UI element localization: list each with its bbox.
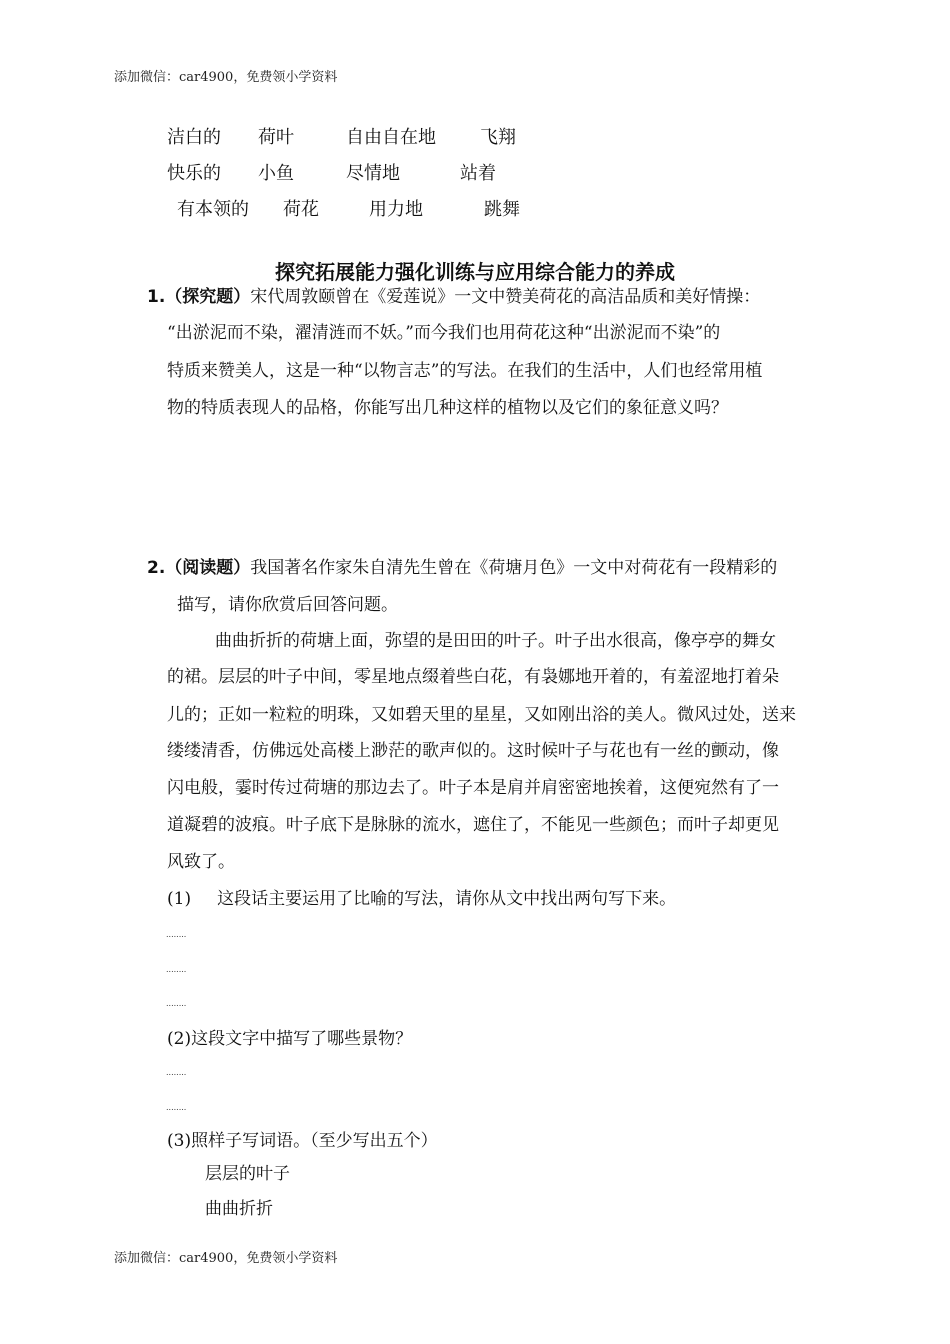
example-word: 曲曲折折 xyxy=(205,1199,273,1219)
passage-line: 缕缕清香，仿佛远处高楼上渺茫的歌声似的。这时候叶子与花也有一丝的颤动，像 xyxy=(167,741,779,761)
question-text: 我国著名作家朱自清先生曾在《荷塘月色》一文中对荷花有一段精彩的 xyxy=(250,558,778,578)
table-cell: 飞翔 xyxy=(480,127,516,148)
question-number: 2. xyxy=(147,558,166,578)
table-cell: 用力地 xyxy=(369,199,423,220)
question-text: 描写，请你欣赏后回答问题。 xyxy=(177,595,398,615)
table-cell: 有本领的 xyxy=(177,199,249,220)
sub-question-text: 这段话主要运用了比喻的写法，请你从文中找出两句写下来。 xyxy=(217,889,677,909)
passage-line: 曲曲折折的荷塘上面，弥望的是田田的叶子。叶子出水很高，像亭亭的舞女 xyxy=(215,631,776,651)
table-cell: 荷花 xyxy=(283,199,319,220)
question-text: 宋代周敦颐曾在《爱莲说》一文中赞美荷花的高洁品质和美好情操： xyxy=(250,287,761,307)
question-tag: （阅读题） xyxy=(165,558,251,578)
passage-line: 儿的；正如一粒粒的明珠，又如碧天里的星星，又如刚出浴的美人。微风过处，送来 xyxy=(167,705,796,725)
sub-question-3: (3)照样子写词语。（至少写出五个） xyxy=(167,1131,438,1151)
question-text: “出淤泥而不染，濯清涟而不妖。”而今我们也用荷花这种“出淤泥而不染”的 xyxy=(167,323,721,343)
answer-line[interactable]: ........ xyxy=(166,1103,187,1112)
section-title: 探究拓展能力强化训练与应用综合能力的养成 xyxy=(275,260,675,284)
sub-question-label: (1) xyxy=(167,889,192,909)
answer-line[interactable]: ........ xyxy=(166,930,187,939)
table-cell: 快乐的 xyxy=(167,163,221,184)
table-cell: 跳舞 xyxy=(484,199,520,220)
answer-line[interactable]: ........ xyxy=(166,1068,187,1077)
question-text: 特质来赞美人，这是一种“以物言志”的写法。在我们的生活中，人们也经常用植 xyxy=(167,361,763,381)
passage-line: 的裙。层层的叶子中间，零星地点缀着些白花，有袅娜地开着的，有羞涩地打着朵 xyxy=(167,667,779,687)
table-cell: 自由自在地 xyxy=(346,127,436,148)
table-cell: 尽情地 xyxy=(346,163,400,184)
table-cell: 站着 xyxy=(460,163,496,184)
sub-question-1 xyxy=(167,884,676,909)
table-cell: 荷叶 xyxy=(258,127,294,148)
table-cell: 小鱼 xyxy=(258,163,294,184)
passage-line: 风致了。 xyxy=(167,852,235,872)
question-text: 物的特质表现人的品格，你能写出几种这样的植物以及它们的象征意义吗？ xyxy=(167,398,728,418)
table-cell: 洁白的 xyxy=(167,127,221,148)
page-footer: 添加微信：car4900，免费领小学资料 xyxy=(114,1251,338,1266)
sub-question-2: (2)这段文字中描写了哪些景物？ xyxy=(167,1029,413,1049)
passage-line: 闪电般，霎时传过荷塘的那边去了。叶子本是肩并肩密密地挨着，这便宛然有了一 xyxy=(167,778,779,798)
question-number: 1. xyxy=(147,287,166,307)
example-word: 层层的叶子 xyxy=(205,1164,290,1184)
answer-line[interactable]: ........ xyxy=(166,965,187,974)
page-header: 添加微信：car4900，免费领小学资料 xyxy=(114,70,338,85)
question-tag: （探究题） xyxy=(165,287,251,307)
answer-line[interactable]: ........ xyxy=(166,999,187,1008)
passage-line: 道凝碧的波痕。叶子底下是脉脉的流水，遮住了，不能见一些颜色；而叶子却更见 xyxy=(167,815,779,835)
